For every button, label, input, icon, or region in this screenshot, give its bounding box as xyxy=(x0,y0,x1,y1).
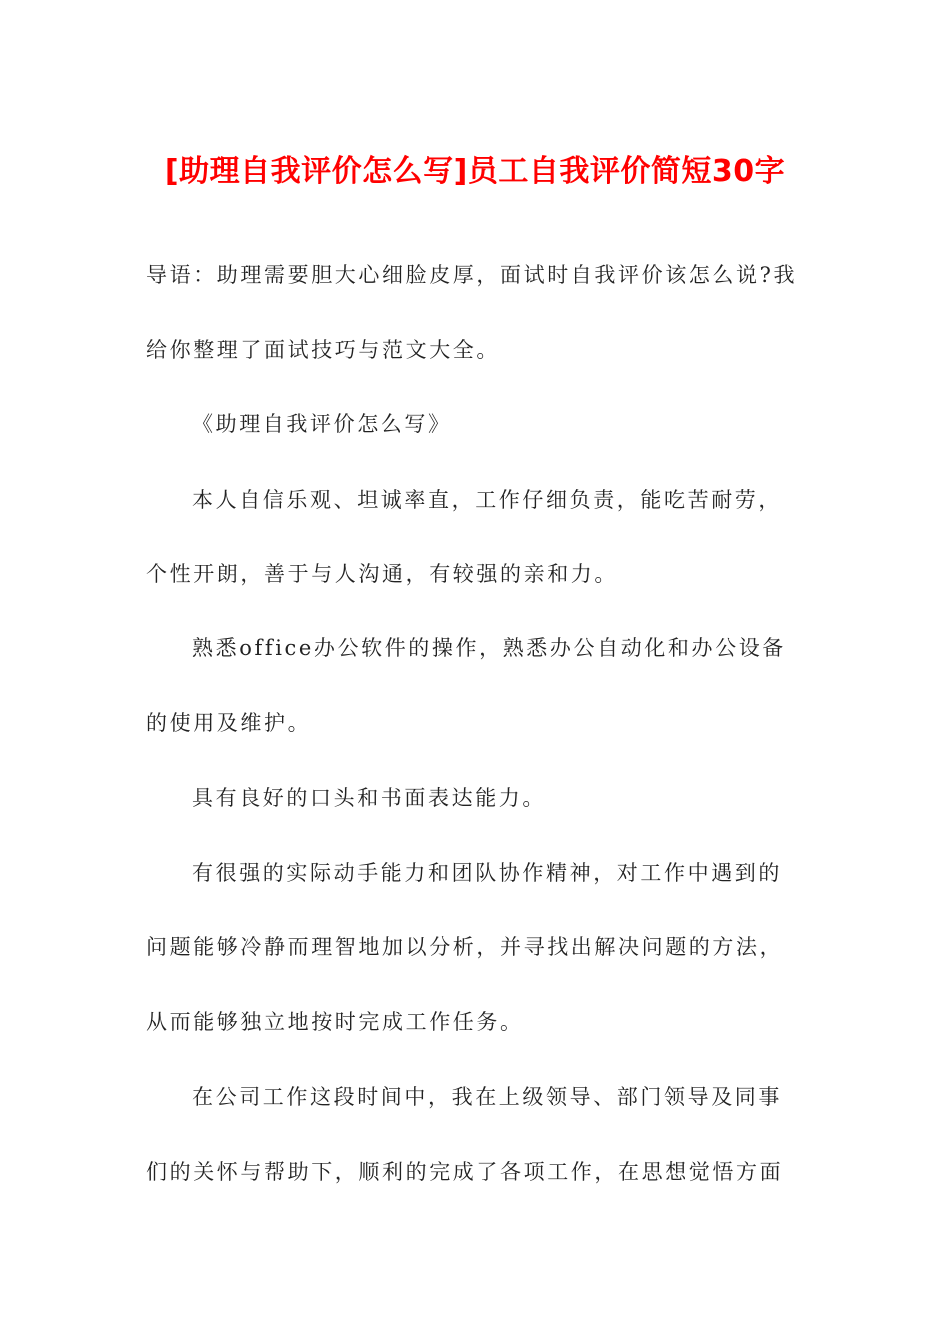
paragraph-line: 问题能够冷静而理智地加以分析，并寻找出解决问题的方法， xyxy=(146,935,784,959)
paragraph-line: 本人自信乐观、坦诚率直，工作仔细负责，能吃苦耐劳， xyxy=(192,488,782,512)
paragraph-line: 导语：助理需要胆大心细脸皮厚，面试时自我评价该怎么说?我 xyxy=(146,263,798,287)
paragraph-line: 给你整理了面试技巧与范文大全。 xyxy=(146,338,500,362)
document-title: [助理自我评价怎么写]员工自我评价简短30字 xyxy=(164,154,786,189)
paragraph-line: 们的关怀与帮助下，顺利的完成了各项工作，在思想觉悟方面 xyxy=(146,1160,784,1184)
paragraph-line: 从而能够独立地按时完成工作任务。 xyxy=(146,1010,524,1034)
paragraph-line: 的使用及维护。 xyxy=(146,711,312,735)
paragraph-line: 个性开朗，善于与人沟通，有较强的亲和力。 xyxy=(146,562,618,586)
paragraph-line: 具有良好的口头和书面表达能力。 xyxy=(192,786,546,810)
paragraph-line: 在公司工作这段时间中，我在上级领导、部门领导及同事 xyxy=(192,1085,782,1109)
paragraph-line: 有很强的实际动手能力和团队协作精神，对工作中遇到的 xyxy=(192,861,782,885)
paragraph-line: 熟悉office办公软件的操作，熟悉办公自动化和办公设备 xyxy=(192,636,786,660)
section-heading: 《助理自我评价怎么写》 xyxy=(192,412,452,436)
